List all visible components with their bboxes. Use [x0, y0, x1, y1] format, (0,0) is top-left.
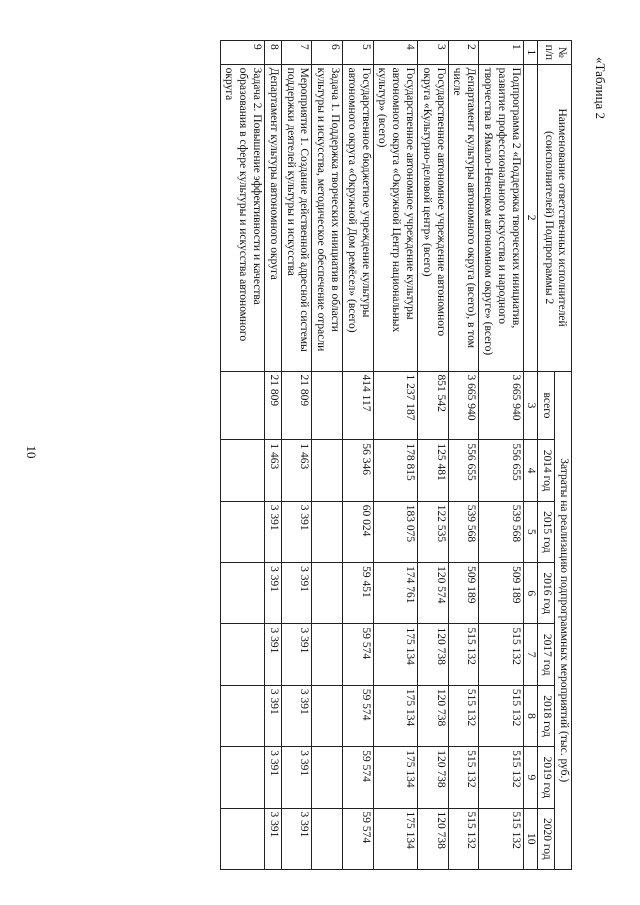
column-number: 1	[523, 41, 538, 65]
rotated-table-container	[80, 40, 572, 870]
column-number: 10	[523, 808, 538, 869]
cost-cell: 21 809	[265, 371, 282, 440]
row-name: Департамент культуры автономного округа	[265, 64, 282, 371]
cost-cell	[312, 371, 343, 440]
row-number: 9	[220, 41, 264, 65]
cost-cell	[220, 440, 264, 501]
table-row	[418, 41, 449, 870]
column-number: 6	[523, 563, 538, 624]
cost-cell: 515 132	[448, 747, 479, 808]
cost-cell: 509 189	[448, 563, 479, 624]
row-name: Подпрограмма 2 «Поддержка творческих инициатив, развитие профессионального искусства и народного творчества в Ямало-Ненецком автономном округе» (всего)	[479, 64, 523, 371]
cost-cell: 515 132	[448, 685, 479, 746]
table-caption: «Таблица 2	[593, 56, 608, 120]
row-number: 5	[343, 41, 374, 65]
row-number: 8	[265, 41, 282, 65]
table-row	[373, 41, 417, 870]
column-number: 8	[523, 685, 538, 746]
cost-cell	[220, 808, 264, 869]
cost-cell	[220, 624, 264, 685]
cost-cell: 59 574	[343, 685, 374, 746]
cost-cell	[312, 440, 343, 501]
column-number: 4	[523, 440, 538, 501]
header-year: 2015 год	[538, 501, 555, 562]
row-number: 7	[281, 41, 312, 65]
cost-cell	[220, 747, 264, 808]
cost-cell: 175 134	[373, 747, 417, 808]
header-year: 2018 год	[538, 685, 555, 746]
cost-cell: 1 237 187	[373, 371, 417, 440]
cost-cell: 59 574	[343, 747, 374, 808]
cost-cell: 183 075	[373, 501, 417, 562]
table-row	[343, 41, 374, 870]
header-costs: Затраты на реализацию подпрограммных мероприятий (тыс. руб.)	[555, 371, 572, 870]
cost-cell: 539 568	[479, 501, 523, 562]
cost-cell: 3 665 940	[448, 371, 479, 440]
table-row	[281, 41, 312, 870]
cost-cell: 3 391	[281, 747, 312, 808]
cost-cell	[312, 624, 343, 685]
row-name: Государственное автономное учреждение автономного округа «Культурно-деловой центр» (всего)	[418, 64, 449, 371]
cost-cell: 556 655	[479, 440, 523, 501]
cost-cell	[312, 501, 343, 562]
cost-cell: 509 189	[479, 563, 523, 624]
row-name: Задача 1. Поддержка творческих инициатив в области культуры и искусства, методическое обеспечение отрасли	[312, 64, 343, 371]
cost-cell: 515 132	[479, 747, 523, 808]
cost-cell: 539 568	[448, 501, 479, 562]
cost-cell: 59 451	[343, 563, 374, 624]
row-name: Департамент культуры автономного округа (всего), в том числе	[448, 64, 479, 371]
cost-cell: 178 815	[373, 440, 417, 501]
cost-cell: 3 391	[281, 808, 312, 869]
page-number: 10	[24, 445, 39, 459]
cost-cell	[312, 685, 343, 746]
cost-cell: 3 665 940	[479, 371, 523, 440]
table-row	[448, 41, 479, 870]
cost-cell: 3 391	[281, 501, 312, 562]
cost-cell: 59 574	[343, 808, 374, 869]
header-year: 2017 год	[538, 624, 555, 685]
row-number: 4	[373, 41, 417, 65]
cost-cell	[220, 685, 264, 746]
cost-cell: 174 761	[373, 563, 417, 624]
row-number: 6	[312, 41, 343, 65]
cost-cell: 3 391	[265, 501, 282, 562]
cost-cell	[312, 563, 343, 624]
row-name: Мероприятие 1. Создание действенной адресной системы поддержки деятелей культуры и искусства	[281, 64, 312, 371]
table-body	[220, 41, 523, 870]
cost-cell: 3 391	[265, 808, 282, 869]
header-year: 2016 год	[538, 563, 555, 624]
column-number-row	[523, 41, 538, 870]
column-number: 9	[523, 747, 538, 808]
row-name: Задача 2. Повышение эффективности и качества образования в сфере культуры и искусства автономного округа	[220, 64, 264, 371]
cost-cell: 3 391	[281, 624, 312, 685]
row-name: Государственное автономное учреждение культуры автономного округа «Окружной Центр национальных культур» (всего)	[373, 64, 417, 371]
cost-cell	[312, 808, 343, 869]
cost-cell	[220, 563, 264, 624]
cost-cell: 515 132	[448, 808, 479, 869]
cost-cell: 60 024	[343, 501, 374, 562]
cost-cell: 175 134	[373, 685, 417, 746]
table-row	[265, 41, 282, 870]
cost-cell: 515 132	[479, 685, 523, 746]
row-number: 2	[448, 41, 479, 65]
cost-cell: 125 481	[418, 440, 449, 501]
column-number: 7	[523, 624, 538, 685]
header-year: 2020 год	[538, 808, 555, 869]
cost-cell: 1 463	[281, 440, 312, 501]
cost-cell: 851 542	[418, 371, 449, 440]
column-number: 2	[523, 64, 538, 371]
cost-cell: 414 117	[343, 371, 374, 440]
cost-cell: 56 346	[343, 440, 374, 501]
costs-table	[220, 40, 572, 870]
header-no: № п/п	[538, 41, 572, 65]
cost-cell: 120 738	[418, 685, 449, 746]
cost-cell: 122 535	[418, 501, 449, 562]
table-row	[312, 41, 343, 870]
table-row	[479, 41, 523, 870]
cost-cell	[220, 501, 264, 562]
cost-cell: 556 655	[448, 440, 479, 501]
cost-cell	[220, 371, 264, 440]
header-total: всего	[538, 371, 555, 440]
row-name: Государственное бюджетное учреждение культуры автономного округа «Окружной Дом ремёсел» (всего)	[343, 64, 374, 371]
cost-cell: 515 132	[479, 624, 523, 685]
cost-cell: 515 132	[479, 808, 523, 869]
header-year: 2014 год	[538, 440, 555, 501]
cost-cell: 3 391	[265, 563, 282, 624]
row-number: 3	[418, 41, 449, 65]
cost-cell: 3 391	[265, 685, 282, 746]
cost-cell: 175 134	[373, 624, 417, 685]
row-number: 1	[479, 41, 523, 65]
column-number: 3	[523, 371, 538, 440]
cost-cell: 120 738	[418, 624, 449, 685]
cost-cell: 120 574	[418, 563, 449, 624]
cost-cell: 3 391	[281, 685, 312, 746]
header-row	[555, 41, 572, 870]
cost-cell: 3 391	[281, 563, 312, 624]
cost-cell: 515 132	[448, 624, 479, 685]
cost-cell: 3 391	[265, 747, 282, 808]
cost-cell: 120 738	[418, 747, 449, 808]
header-name: Наименование ответственных исполнителей (соисполнителей) Подпрограммы 2	[538, 64, 572, 371]
cost-cell: 59 574	[343, 624, 374, 685]
cost-cell: 1 463	[265, 440, 282, 501]
header-year: 2019 год	[538, 747, 555, 808]
cost-cell	[312, 747, 343, 808]
table-row	[220, 41, 264, 870]
cost-cell: 175 134	[373, 808, 417, 869]
cost-cell: 21 809	[281, 371, 312, 440]
cost-cell: 120 738	[418, 808, 449, 869]
column-number: 5	[523, 501, 538, 562]
cost-cell: 3 391	[265, 624, 282, 685]
